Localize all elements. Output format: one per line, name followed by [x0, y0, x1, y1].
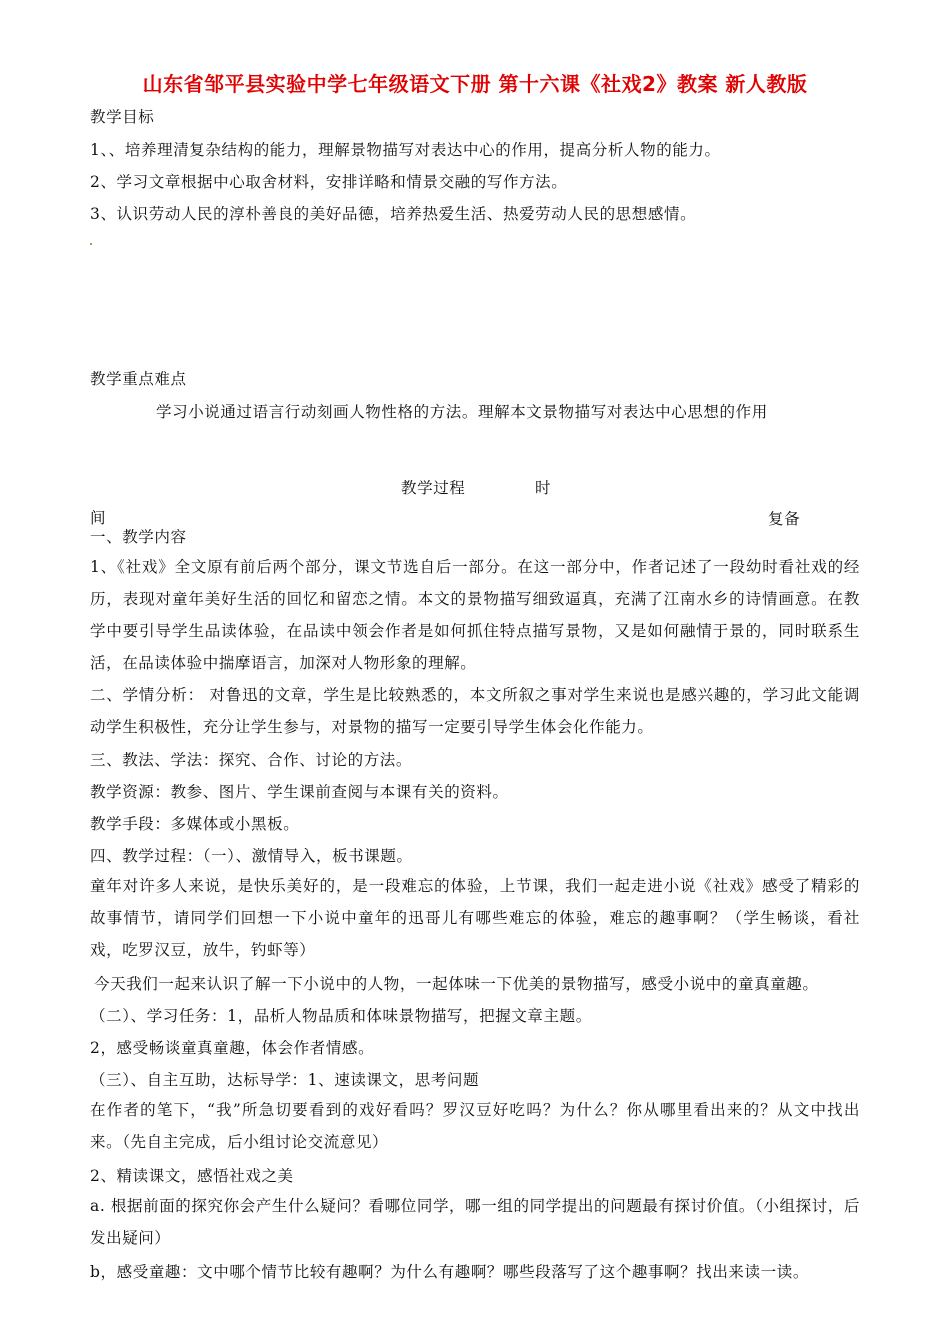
section2-text: 二、学情分析： 对鲁迅的文章，学生是比较熟悉的，本文所叙之事对学生来说也是感兴趣的，学习此文能调动学生积极性，充分让学生参与，对景物的描写一定要引导学生体会化作能力。 — [90, 686, 860, 736]
document-title: 山东省邹平县实验中学七年级语文下册 第十六课《社戏2》教案 新人教版 — [142, 72, 808, 96]
process-header-label: 教学过程 — [401, 479, 466, 497]
today-text: 今天我们一起来认识了解一下小说中的人物，一起体味一下优美的景物描写，感受小说中的童真童趣。 — [94, 975, 819, 993]
guided-learning: （三）、自主互助，达标导学：1、速读课文，思考问题 — [90, 1071, 480, 1089]
key-points-heading: 教学重点难点 — [90, 370, 187, 388]
objective-item-2: 2、学习文章根据中心取舍材料，安排详略和情景交融的写作方法。 — [90, 173, 568, 191]
close-reading-heading: 2、精读课文，感悟社戏之美 — [90, 1167, 294, 1185]
item-b-text: b，感受童趣：文中哪个情节比较有趣啊？为什么有趣啊？哪些段落写了这个趣事啊？找出来读一读。 — [90, 1263, 809, 1281]
section1-text: 1、《社戏》全文原有前后两个部分，课文节选自后一部分。在这一部分中，作者记述了一段幼时看社戏的经历，表现对童年美好生活的回忆和留恋之情。本文的景物描写细致逼真，充满了江南水乡的诗情画意。在教学中要引导学生品读体验，在品读中领会作者是如何抓住特点描写景物，又是如何融情于景的，同时联系生活，在品读体验中揣摩语言，加深对人物形象的理解。 — [90, 558, 860, 672]
question-text: 在作者的笔下，“我”所急切要看到的戏好看吗？罗汉豆好吃吗？为什么？你从哪里看出来的？从文中找出来。（先自主完成，后小组讨论交流意见） — [90, 1101, 860, 1151]
objectives-heading: 教学目标 — [90, 108, 155, 126]
process-header-time: 时 — [535, 479, 552, 497]
key-points-text: 学习小说通过语言行动刻画人物性格的方法。理解本文景物描写对表达中心思想的作用 — [156, 403, 768, 421]
item-a-text: a. 根据前面的探究你会产生什么疑问？看哪位同学，哪一组的同学提出的问题最有探讨价值。（小组探讨，后发出疑问） — [90, 1197, 860, 1247]
section3-text: 三、教法、学法：探究、合作、讨论的方法。 — [90, 751, 413, 769]
learning-task-2: 2，感受畅谈童真童趣，体会作者情感。 — [90, 1039, 375, 1057]
teaching-means: 教学手段：多媒体或小黑板。 — [90, 815, 300, 833]
learning-task-1: （二）、学习任务：1，品析人物品质和体味景物描写，把握文章主题。 — [90, 1007, 592, 1025]
section1-heading: 一、教学内容 — [90, 528, 187, 546]
process-header-jian: 间 — [90, 509, 107, 527]
objective-item-1: 1、、培养理清复杂结构的能力，理解景物描写对表达中心的作用，提高分析人物的能力。 — [90, 141, 721, 159]
process-header-fubei: 复备 — [768, 510, 801, 528]
stray-mark — [90, 243, 92, 245]
teaching-resources: 教学资源：教参、图片、学生课前查阅与本课有关的资料。 — [90, 783, 509, 801]
objective-item-3: 3、认识劳动人民的淳朴善良的美好品德，培养热爱生活、热爱劳动人民的思想感情。 — [90, 205, 697, 223]
section4-text: 四、教学过程：（一）、激情导入，板书课题。 — [90, 847, 413, 865]
intro-text: 童年对许多人来说，是快乐美好的，是一段难忘的体验，上节课，我们一起走进小说《社戏》感受了精彩的故事情节，请同学们回想一下小说中童年的迅哥儿有哪些难忘的体验，难忘的趣事啊？（学生畅谈，看社戏，吃罗汉豆，放牛，钓虾等） — [90, 877, 860, 959]
